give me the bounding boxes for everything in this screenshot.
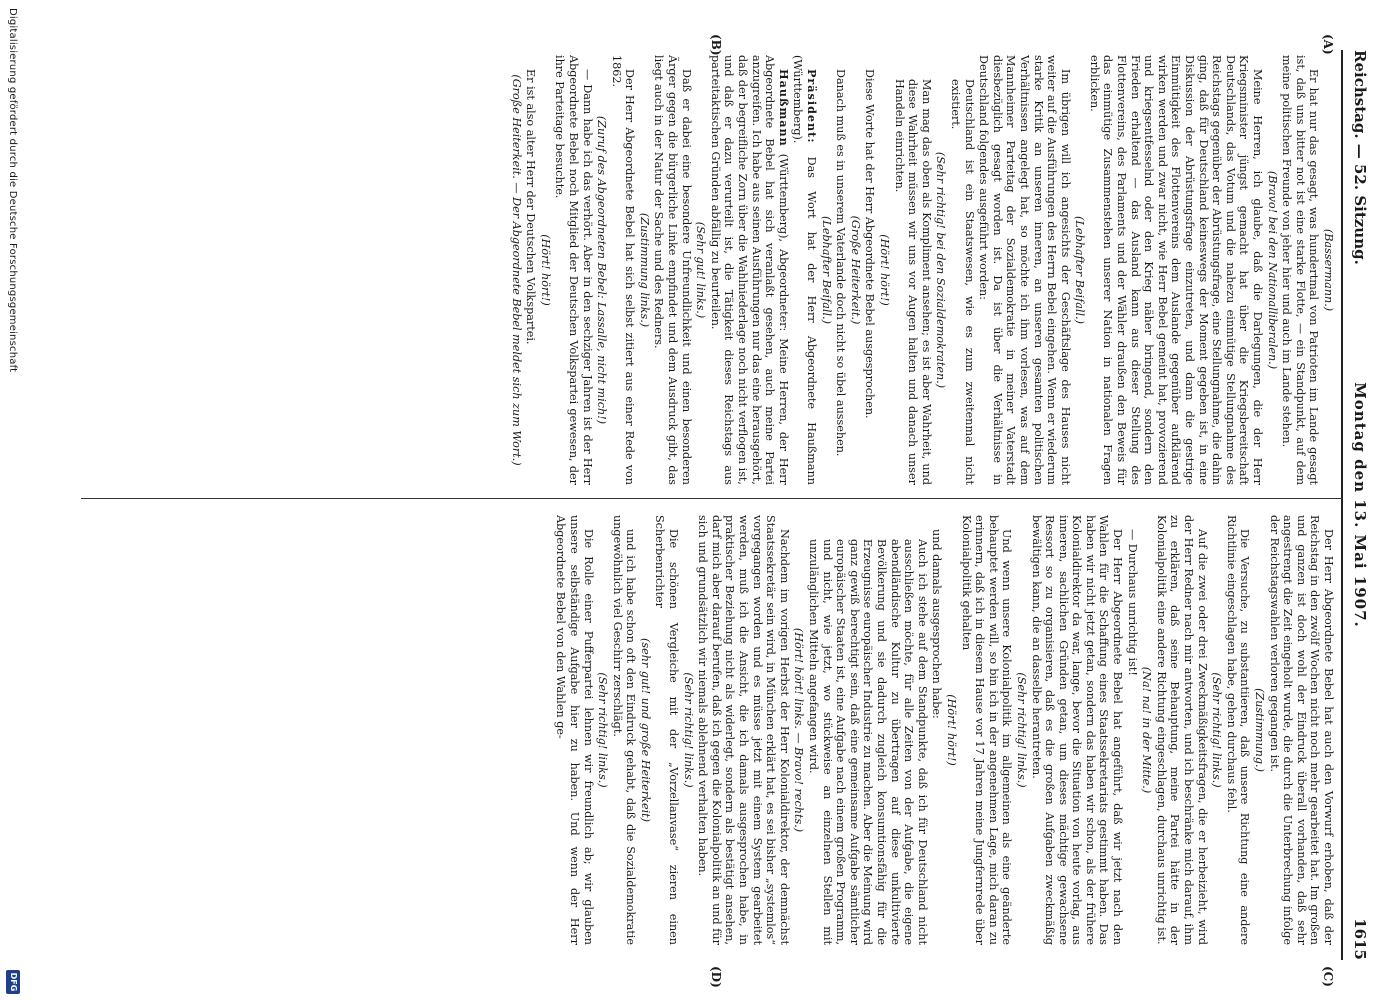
interjection: (Sehr gut! links.) xyxy=(694,221,708,319)
interjection: (Hört! hört!) xyxy=(878,234,891,306)
paragraph: Der Herr Abgeordnete Bebel hat auch den Vorwurf erhoben, daß der Reichstag in den zwölf Wochen nicht noch mehr gearbeitet hat. Im großen und ganzen ist doch wohl der Eindruck überall vorhanden, daß sehr angestrengt die Zeit eingeholt wurde, die durch die Unterbrechung infolge der Reichstagswahlen verloren gegangen ist. xyxy=(1267,515,1335,945)
interjection: (Sehr richtig! links.) xyxy=(1210,672,1224,788)
digitization-footer xyxy=(3,0,21,1000)
margin-marker-c: (C) xyxy=(1321,966,1335,987)
paragraph: Die schönen Vergleiche mit der „Vorzellanvase“ zieren einen Scherbenrichter xyxy=(653,515,681,945)
interjection: (Hört! hört!) xyxy=(538,234,552,306)
paragraph: Er hat nur das gesagt, was hundertmal von Patrioten im Lande gesagt ist, daß uns bitter not ist eine starke Flotte, — ein Standpunkt, auf dem meine politischen Freunde von jeher hier und auch im Lande stehen. xyxy=(1280,55,1321,485)
margin-marker-d: (D) xyxy=(709,966,723,988)
margin-marker-b: (B) xyxy=(709,34,723,56)
interjection: (Bravo! bei den Nationalliberalen.) xyxy=(1265,170,1279,370)
quoted-passage: Man mag das oben als Kompliment ansehen; es ist aber Wahrheit, und diese Wahrheit müssen wir uns vor Augen halten und danach unser Handeln einrichten. xyxy=(892,79,933,485)
speech-paragraph xyxy=(708,55,790,485)
page-header xyxy=(1347,50,1369,960)
interjection: (Hört! hört!) xyxy=(944,694,958,766)
interjection: (Sehr richtig! bei den Sozialdemokraten.) xyxy=(934,151,948,389)
header-rule xyxy=(1341,50,1343,960)
dfg-logo: DFG xyxy=(6,970,20,994)
interjection: (Sehr richtig! links.) xyxy=(596,672,610,788)
quoted-passage: Auch ich stehe auf dem Standpunkte, daß ich für Deutschland nicht ausschließen möchte, für alle Zeiten von der Aufgabe, die eigene abendländische Kultur zu übertragen auf diese unkultivierte Bevölkerung und sie dadurch zugleich konsumtionsfähig für die Erzeugnisse europäischer Industrie zu machen. Aber die Meinung wird ganz gewiß berechtigt sein, daß eine gemeinsame Aufgabe sämtlicher europäischer Staaten ist, eine Aufgabe nach einem großen Programm, und nicht, wie jetzt, wo stückweise an einzelnen Stellen mit unzulänglichen Mitteln angefangen wird. xyxy=(807,539,929,945)
interjection: (Große Heiterkeit.) xyxy=(848,215,862,325)
paragraph: und damals ausgesprochen habe: xyxy=(930,529,944,719)
page-number: 1615 xyxy=(1351,918,1369,960)
paragraph: Meine Herren, ich glaube, daß die Darlegungen, die der Herr Kriegsminister jüngst gemacht hat über die Kriegsbereitschaft Deutschlands, das Votum und die nahezu einmütige Stellungnahme des Reichstags gegenüber der Abrüstungsfrage, eine Stellungnahme, die dahin ging, daß für Deutschland keineswegs der Moment gegeben ist, in eine Diskussion der Abrüstungsfrage einzutreten, und dann die gestrige Einmütigkeit des Flottenvereins dem Auslande gegenüber aufklärend wirken werden und zwar nicht, wie Herr Bebel gemeint hat, provozierend und kriegsentfesselnd oder den Krieg näher bringend, sondern den Frieden erhaltend — das Ausland kann aus dieser Stellung des Flottenvereins, des Parlaments und der Wähler draußen den Beweis für das einmütige Zusammenstehen unserer Nation in nationalen Fragen erblicken. xyxy=(1087,55,1265,485)
interjection: (Sehr richtig! links.) xyxy=(1014,672,1028,788)
paragraph: Auf die zwei oder drei Zweckmäßigkeitsfragen, die er herbeizieht, wird der Herr Redner nach mir antworten, und ich beschränke mich darauf, ihm zu erklären, daß seine Behauptung, meine Partei hätte in der Kolonialpolitik eine andere Richtung eingeschlagen, durchaus unrichtig ist. xyxy=(1154,515,1209,945)
interjection: (Große Heiterkeit. — Der Abgeordnete Bebel meldet sich zum Wort.) xyxy=(509,74,523,466)
quoted-passage: Deutschland ist ein Staatswesen, wie es zum zweitenmal nicht existiert. xyxy=(948,79,976,485)
paragraph: Danach muß es in unserem Vaterlande doch nicht so übel aussehen. xyxy=(834,69,848,457)
paragraph: Nachdem im vorigen Herbst der Herr Kolonialdirektor, der demnächst Staatssekretär sein wird, in München erklärt hat, es sei bisher „systemlos“ vorgegangen worden und es müsse jetzt mit einem System gearbeitet werden, muß ich die Ansicht, die ich damals ausgesprochen habe, in praktischer Beziehung nicht als widerlegt, sondern als bestätigt ansehen, darf mich aber darauf berufen, daß ich gegen die Kolonialpolitik an und für sich und grundsätzlich wir niemals ablehnend verhalten haben. xyxy=(696,515,791,945)
interjection: (Sehr richtig! links.) xyxy=(681,672,695,788)
paragraph: Die Rolle einer Pufferpartei lehnen wir freundlich ab; wir glauben unsere selbständige Aufgabe hier zu haben. Und wenn der Herr Abgeordnete Bebel von den Wahlen ge- xyxy=(554,515,595,945)
interjection: (Lebhafter Beifall.) xyxy=(819,216,833,324)
paragraph: Daß er dabei eine besondere Unfreundlichkeit und einen besonderen Ärger gegen die bürgerliche Linke empfindet und dem Ausdruck gibt, das liegt auch in der Natur der Sache und des Redners. xyxy=(652,55,693,485)
right-text-column xyxy=(553,515,1335,945)
paragraph: Und wenn unsere Kolonialpolitik im allgemeinen als eine geänderte behauptet werden will, so bin ich in der angenehmen Lage, mich daran zu erinnern, daß ich in diesem Hause vor 17 Jahren meine Jungfernrede über Kolonialpolitik gehalten xyxy=(959,515,1014,945)
paragraph: Er ist also alter Herr der Deutschen Volkspartei. xyxy=(524,69,538,345)
paragraph: Der Herr Abgeordnete Bebel hat sich selbst zitiert aus einer Rede von 1862. xyxy=(609,55,637,485)
paragraph: Die Versuche, zu substantiieren, daß unsere Richtung eine andere Richtlinie eingeschlagen habe, gehen durchaus fehl. xyxy=(1224,515,1252,945)
speech-text: (Württemberg), Abgeordneter: Meine Herren, der Herr Abgeordnete Bebel hat sich veranlaßt gesehen, auch meine Partei anzugreifen. Ich habe aus seinen Ausführungen nur das eine herausgehört, daß der begreifliche Zorn über die Wahlniederlage noch nicht verflogen ist, und daß er dazu verurteilt ist, die Tätigkeit dieses Reichstags aus parteitaktischen Gründen abfällig zu beurteilen. xyxy=(708,55,790,485)
footer-text: Digitalisierung gefördert durch die Deutsche Forschungsgemeinschaft xyxy=(7,8,18,373)
paragraph: Im übrigen will ich angesichts der Geschäftslage des Hauses nicht weiter auf die Ausführungen des Herrn Bebel eingehen. Wenn er wiederum starke Kritik an unseren inneren, an unseren gesamten politischen Verhältnissen angelegt hat, so möchte ich ihm vorlesen, was auf dem Mannheimer Parteitag der Sozialdemokratie in meiner Vaterstadt diesbezüglich gesagt worden ist. Da ist über die Verhältnisse in Deutschland folgendes ausgeführt worden: xyxy=(977,55,1072,485)
interjection: (Hört! hört! links. — Bravo! rechts.) xyxy=(792,627,806,833)
interjection: (Zustimmung links.) xyxy=(637,212,651,328)
interjection: (Na! na! in der Mitte.) xyxy=(1140,666,1154,794)
paragraph: Der Herr Abgeordnete Bebel hat angeführt, daß wir jetzt nach den Wahlen für die Schaffung eines Staatssekretariats gestimmt haben. Das haben wir nicht jetzt getan, sondern das haben wir schon, als der frühere Kolonialdirektor da war, lange, bevor die Situation von heute vorlag, aus inneren, sachlichen Gründen getan, um dieses mächtige gewachsene Ressort so zu organisieren, daß es die großen Aufgaben zweckmäßig bewältigen kann, die an dasselbe herantreten. xyxy=(1029,515,1125,945)
speaker-label: (Bassermann.) xyxy=(1322,228,1335,312)
speaker-name: Präsident: xyxy=(805,69,820,144)
interjection: (Zustimmung.) xyxy=(1253,688,1267,772)
interjection: (Lebhafter Beifall.) xyxy=(1073,216,1087,324)
paragraph: und ich habe schon oft den Eindruck gehabt, daß die Sozialdemokratie ungewöhnlich viel Geschirr zerschlägt. xyxy=(610,515,638,945)
speech-text: Das Wort hat der Herr Abgeordnete Haußmann (Württemberg). xyxy=(791,55,819,485)
header-left: Reichstag. — 52. Sitzung. xyxy=(1351,50,1369,265)
paragraph: — Durchaus unrichtig ist! xyxy=(1125,529,1139,676)
paragraph: — Dann habe ich das verhört. Aber in den sechziger Jahren ist der Herr Abgeordnete Bebel noch Mitglied der Deutschen Volkspartei gewesen, der ihre Parteitage besuchte. xyxy=(553,55,594,485)
header-center: Montag den 13. Mai 1907. xyxy=(1351,382,1369,628)
president-remark xyxy=(791,55,818,485)
left-text-column xyxy=(508,55,1335,485)
paragraph: Diese Worte hat der Herr Abgeordnete Bebel ausgesprochen. xyxy=(863,69,877,419)
interjection: (Zuruf des Abgeordneten Bebel: Lassalle, nicht mich!) xyxy=(595,115,609,425)
column-divider xyxy=(81,498,1343,499)
speaker-name: Haußmann xyxy=(776,69,791,147)
margin-marker-a: (A) xyxy=(1321,34,1335,55)
interjection: (sehr gut! und große Heiterkeit) xyxy=(638,637,652,823)
